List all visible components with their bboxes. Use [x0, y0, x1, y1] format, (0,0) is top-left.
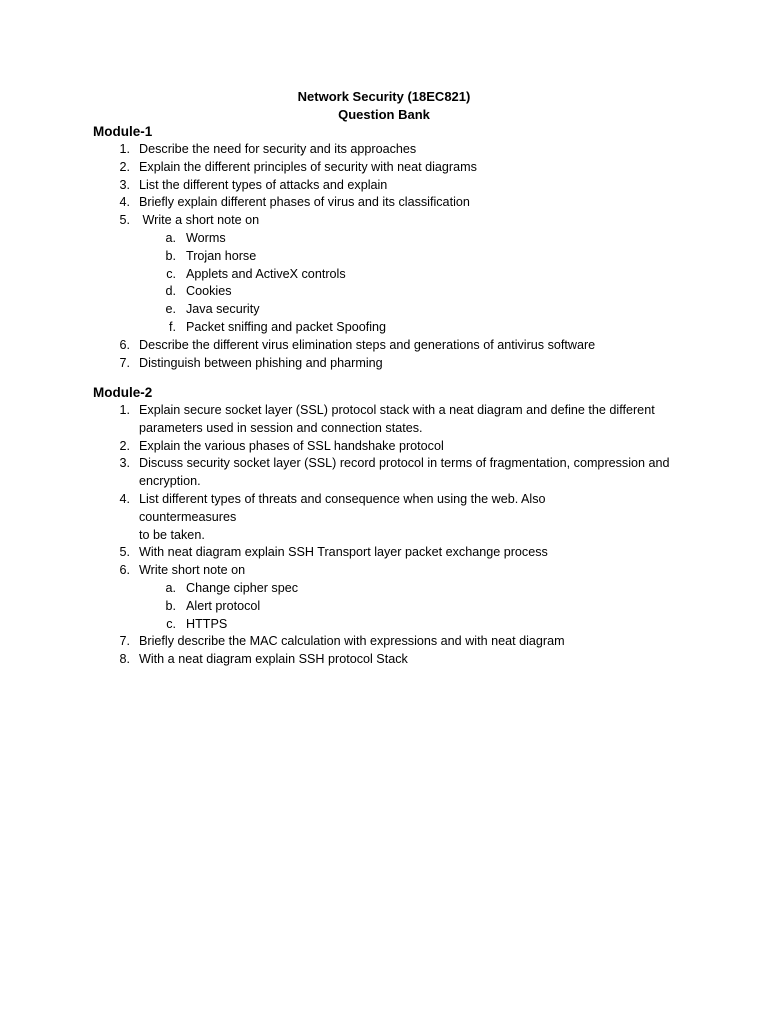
sub-question-item — [0, 616, 768, 634]
sub-question-item — [0, 580, 768, 598]
sub-question-letter: b. — [165, 598, 176, 613]
sub-question-item — [0, 230, 768, 248]
question-text: Briefly explain different phases of virus and its classification — [139, 195, 470, 210]
question-item — [0, 562, 768, 580]
question-number: 7. — [119, 634, 130, 649]
sub-question-text: Packet sniffing and packet Spoofing — [186, 319, 387, 334]
module-2-heading: Module-2 — [93, 385, 153, 400]
sub-question-text: HTTPS — [186, 616, 228, 631]
question-item — [0, 544, 768, 562]
sub-question-item — [0, 283, 768, 301]
question-item — [0, 491, 768, 527]
sub-question-item — [0, 266, 768, 284]
document-subtitle: Question Bank — [338, 107, 430, 122]
sub-question-letter: c. — [166, 616, 176, 631]
question-text: to be taken. — [139, 527, 205, 542]
module-1-question-list — [0, 141, 768, 372]
question-item — [0, 455, 768, 491]
sub-question-text: Java security — [186, 302, 260, 317]
module-1-heading: Module-1 — [93, 124, 153, 139]
question-number: 5. — [119, 545, 130, 560]
question-text: Discuss security socket layer (SSL) record protocol in terms of fragmentation, compression and encryption. — [139, 456, 670, 489]
sub-question-letter: c. — [166, 266, 176, 281]
question-item — [0, 141, 768, 159]
sub-question-letter: d. — [165, 284, 176, 299]
question-text: Describe the different virus elimination steps and generations of antivirus software — [139, 337, 596, 352]
question-item — [0, 159, 768, 177]
question-text: Write short note on — [139, 563, 246, 578]
sub-question-text: Trojan horse — [186, 248, 257, 263]
sub-question-letter: a. — [165, 580, 176, 595]
question-number: 3. — [119, 456, 130, 471]
question-number: 6. — [119, 337, 130, 352]
question-text: List different types of threats and consequence when using the web. Also countermeasures — [139, 491, 546, 524]
sub-question-letter: b. — [165, 248, 176, 263]
question-number: 7. — [119, 355, 130, 370]
question-text: Explain the various phases of SSL handshake protocol — [139, 438, 444, 453]
question-text: Distinguish between phishing and pharming — [139, 355, 383, 370]
sub-question-text: Worms — [186, 230, 226, 245]
question-item — [0, 212, 768, 230]
question-number: 2. — [119, 438, 130, 453]
question-number: 1. — [119, 403, 130, 417]
sub-question-letter: f. — [169, 319, 176, 334]
module-2-question-list — [0, 402, 768, 669]
sub-question-item — [0, 319, 768, 337]
sub-question-text: Alert protocol — [186, 598, 261, 613]
sub-question-text: Applets and ActiveX controls — [186, 266, 346, 281]
question-item — [0, 438, 768, 456]
sub-question-text: Change cipher spec — [186, 580, 299, 595]
question-item — [0, 651, 768, 669]
question-number: 2. — [119, 159, 130, 174]
question-text: Describe the need for security and its approaches — [139, 142, 417, 156]
question-item — [0, 402, 768, 438]
question-text: Briefly describe the MAC calculation with expressions and with neat diagram — [139, 634, 565, 649]
sub-question-item — [0, 301, 768, 319]
question-number: 4. — [119, 195, 130, 210]
question-item — [0, 194, 768, 212]
sub-question-letter: a. — [165, 230, 176, 245]
question-number: 8. — [119, 652, 130, 667]
question-text: List the different types of attacks and explain — [139, 177, 388, 192]
document-title: Network Security (18EC821) — [297, 89, 471, 104]
sub-question-letter: e. — [165, 302, 176, 317]
question-text: Explain the different principles of security with neat diagrams — [139, 159, 477, 174]
question-number: 5. — [119, 213, 130, 228]
question-item — [0, 337, 768, 355]
question-continuation — [0, 527, 768, 545]
question-number: 3. — [119, 177, 130, 192]
question-number: 4. — [119, 491, 130, 506]
sub-question-item — [0, 598, 768, 616]
question-text: Write a short note on — [139, 213, 260, 228]
question-item — [0, 355, 768, 373]
sub-question-item — [0, 248, 768, 266]
question-item — [0, 177, 768, 195]
sub-question-text: Cookies — [186, 284, 232, 299]
question-text: With a neat diagram explain SSH protocol Stack — [139, 652, 408, 667]
question-text: With neat diagram explain SSH Transport layer packet exchange process — [139, 545, 548, 560]
question-number: 1. — [119, 142, 130, 156]
question-text: Explain secure socket layer (SSL) protocol stack with a neat diagram and define the different parameters used in session and connection states. — [139, 403, 655, 435]
question-item — [0, 633, 768, 651]
question-number: 6. — [119, 563, 130, 578]
